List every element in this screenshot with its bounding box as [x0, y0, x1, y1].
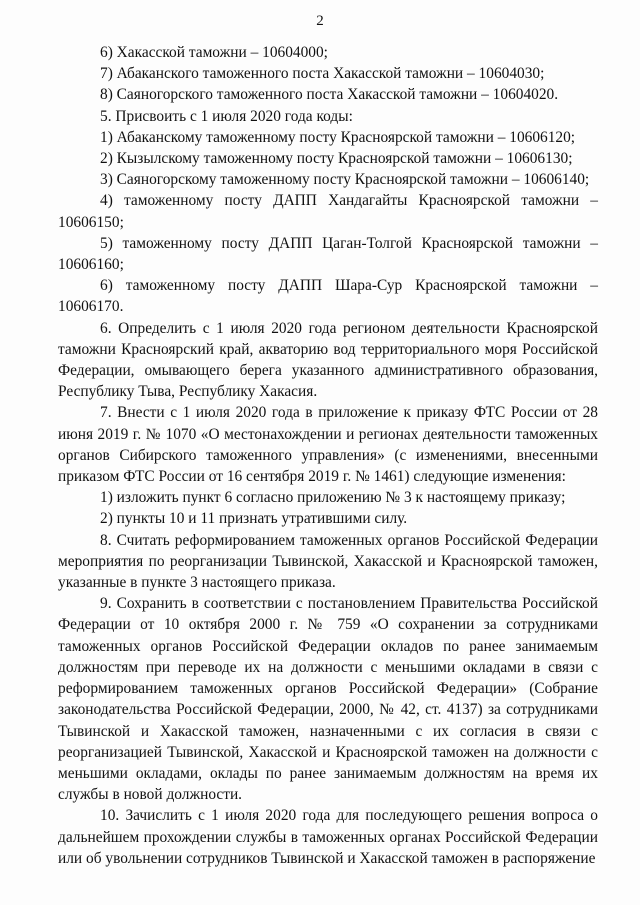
- paragraph: 1) Абаканскому таможенному посту Красноярской таможни – 10606120;: [100, 128, 576, 146]
- paragraph: 6. Определить с 1 июля 2020 года регионом деятельности Красноярской таможни Красноярский край, акваторию вод территориального моря Российской Федерации, омывающего берега указанного административного образования, Республику Тыва, Республику Хакасия.: [58, 319, 598, 401]
- paragraph: 7. Внести с 1 июля 2020 года в приложение к приказу ФТС России от 28 июня 2019 г. № 1070 «О местонахождении и регионах деятельности таможенных органов Сибирского таможенного управления» (с изменениями, внесенными приказом ФТС России от 16 сентября 2019 г. № 1461) следующие изменения:: [58, 404, 598, 486]
- paragraph: 8) Саяногорского таможенного поста Хакасской таможни – 10604020.: [100, 86, 559, 104]
- paragraph: 6) таможенному посту ДАПП Шара-Сур Красноярской таможни – 10606170.: [58, 277, 598, 316]
- page-number: 2: [316, 13, 324, 29]
- paragraph: 2) пункты 10 и 11 признать утратившими силу.: [100, 510, 408, 528]
- paragraph: 5) таможенному посту ДАПП Цаган-Толгой Красноярской таможни – 10606160;: [58, 234, 598, 274]
- paragraph: 2) Кызылскому таможенному посту Красноярской таможни – 10606130;: [100, 150, 573, 168]
- paragraph: 1) изложить пункт 6 согласно приложению № 3 к настоящему приказу;: [100, 489, 566, 507]
- paragraph: 10. Зачислить с 1 июля 2020 года для последующего решения вопроса о дальнейшем прохождении службы в таможенных органах Российской Федерации или об увольнении сотрудников Тывинской и Хакасской таможен в распоряжение: [58, 807, 598, 867]
- paragraph: 4) таможенному посту ДАПП Хандагайты Красноярской таможни – 10606150;: [58, 192, 598, 231]
- paragraph: 6) Хакасской таможни – 10604000;: [100, 44, 328, 61]
- paragraph: 9. Сохранить в соответствии с постановлением Правительства Российской Федерации от 10 октября 2000 г. № 759 «О сохранении за сотрудниками таможенных органов Российской Федерации окладов по ранее занимаемым должностям при переводе их на должности с меньшими окладами в связи с реформированием таможенных органов Российской Федерации» (Собрание законодательства Российской Федерации, 2000, № 42, ст. 4137) за сотрудниками Тывинской и Хакасской таможен, назначенными с их согласия в связи с реорганизацией Тывинской, Хакасской и Красноярской таможен на должности с меньшими окладами, оклады по ранее занимаемым должностям на время их службы в новой должности.: [58, 595, 598, 804]
- document-body: [58, 42, 598, 869]
- paragraph: 7) Абаканского таможенного поста Хакасской таможни – 10604030;: [100, 65, 545, 83]
- paragraph: 8. Считать реформированием таможенных органов Российской Федерации мероприятия по реорганизации Тывинской, Хакасской и Красноярской таможен, указанные в пункте 3 настоящего приказа.: [58, 531, 598, 592]
- paragraph: 5. Присвоить с 1 июля 2020 года коды:: [100, 107, 353, 125]
- paragraph: 3) Саяногорскому таможенному посту Красноярской таможни – 10606140;: [100, 171, 590, 189]
